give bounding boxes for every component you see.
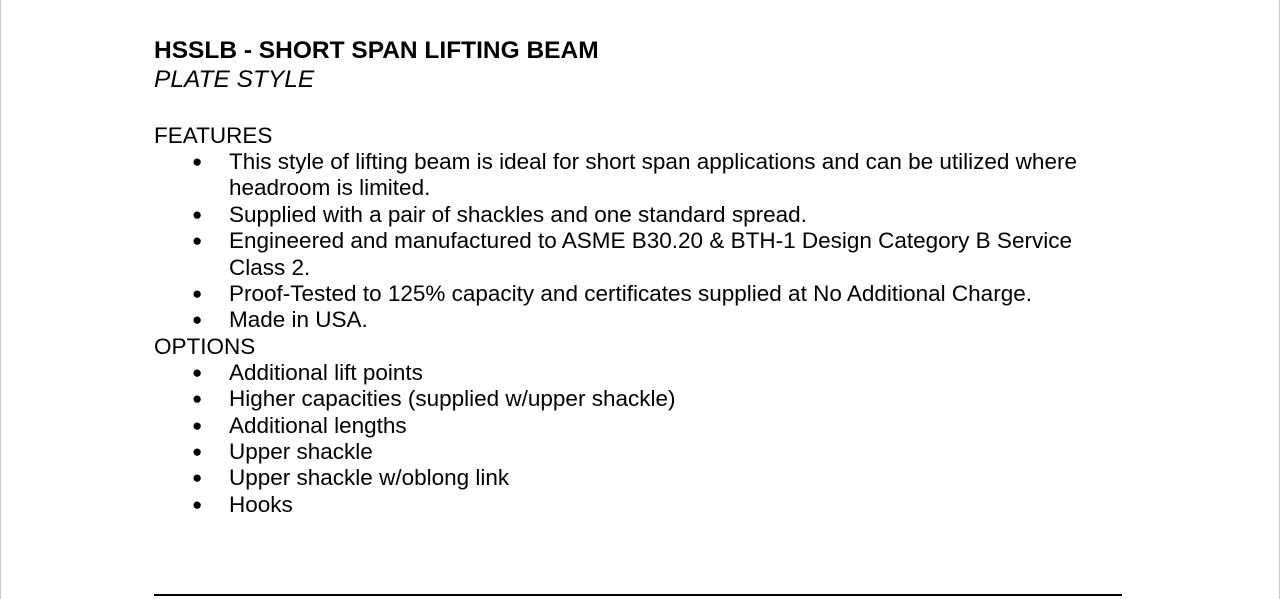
- list-item-text: Additional lift points: [229, 359, 423, 385]
- list-item: [154, 202, 1134, 228]
- list-item-text: This style of lifting beam is ideal for short span applications and can be utilized where headroom is limited.: [229, 149, 1077, 201]
- bullet-icon: ●: [192, 231, 203, 251]
- list-item-text: Engineered and manufactured to ASME B30.20 & BTH-1 Design Category B Service Class 2.: [229, 228, 1072, 280]
- list-item: [154, 149, 1134, 202]
- list-item-text: Made in USA.: [229, 307, 368, 333]
- document-subtitle: PLATE STYLE: [154, 66, 315, 93]
- bullet-icon: ●: [192, 494, 203, 514]
- bullet-icon: ●: [192, 389, 203, 409]
- list-item: [154, 439, 1134, 465]
- list-item-text: Upper shackle w/oblong link: [229, 465, 510, 491]
- list-item-text: Hooks: [229, 491, 293, 517]
- features-heading: FEATURES: [154, 123, 273, 148]
- list-item: [154, 228, 1134, 281]
- document-body: [154, 36, 1134, 518]
- list-item: [154, 386, 1134, 412]
- bullet-icon: ●: [192, 468, 203, 488]
- list-item: [154, 360, 1134, 386]
- options-heading: OPTIONS: [154, 333, 256, 359]
- horizontal-divider: [154, 594, 1122, 596]
- bullet-icon: ●: [192, 204, 203, 224]
- list-item-text: Supplied with a pair of shackles and one standard spread.: [229, 201, 807, 227]
- features-list: [154, 149, 1134, 334]
- bullet-icon: ●: [192, 284, 203, 304]
- list-item: [154, 281, 1134, 307]
- list-item: [154, 413, 1134, 439]
- bullet-icon: ●: [192, 310, 203, 330]
- list-item: [154, 492, 1134, 518]
- list-item: [154, 307, 1134, 333]
- bullet-icon: ●: [192, 442, 203, 462]
- list-item-text: Additional lengths: [229, 412, 407, 438]
- bullet-icon: ●: [192, 152, 203, 171]
- options-list: [154, 360, 1134, 518]
- list-item-text: Higher capacities (supplied w/upper shackle): [229, 386, 676, 412]
- bullet-icon: ●: [192, 415, 203, 435]
- document-title: HSSLB - SHORT SPAN LIFTING BEAM: [154, 37, 599, 64]
- bullet-icon: ●: [192, 362, 203, 382]
- list-item-text: Proof-Tested to 125% capacity and certificates supplied at No Additional Charge.: [229, 281, 1032, 307]
- list-item: [154, 465, 1134, 491]
- list-item-text: Upper shackle: [229, 439, 373, 465]
